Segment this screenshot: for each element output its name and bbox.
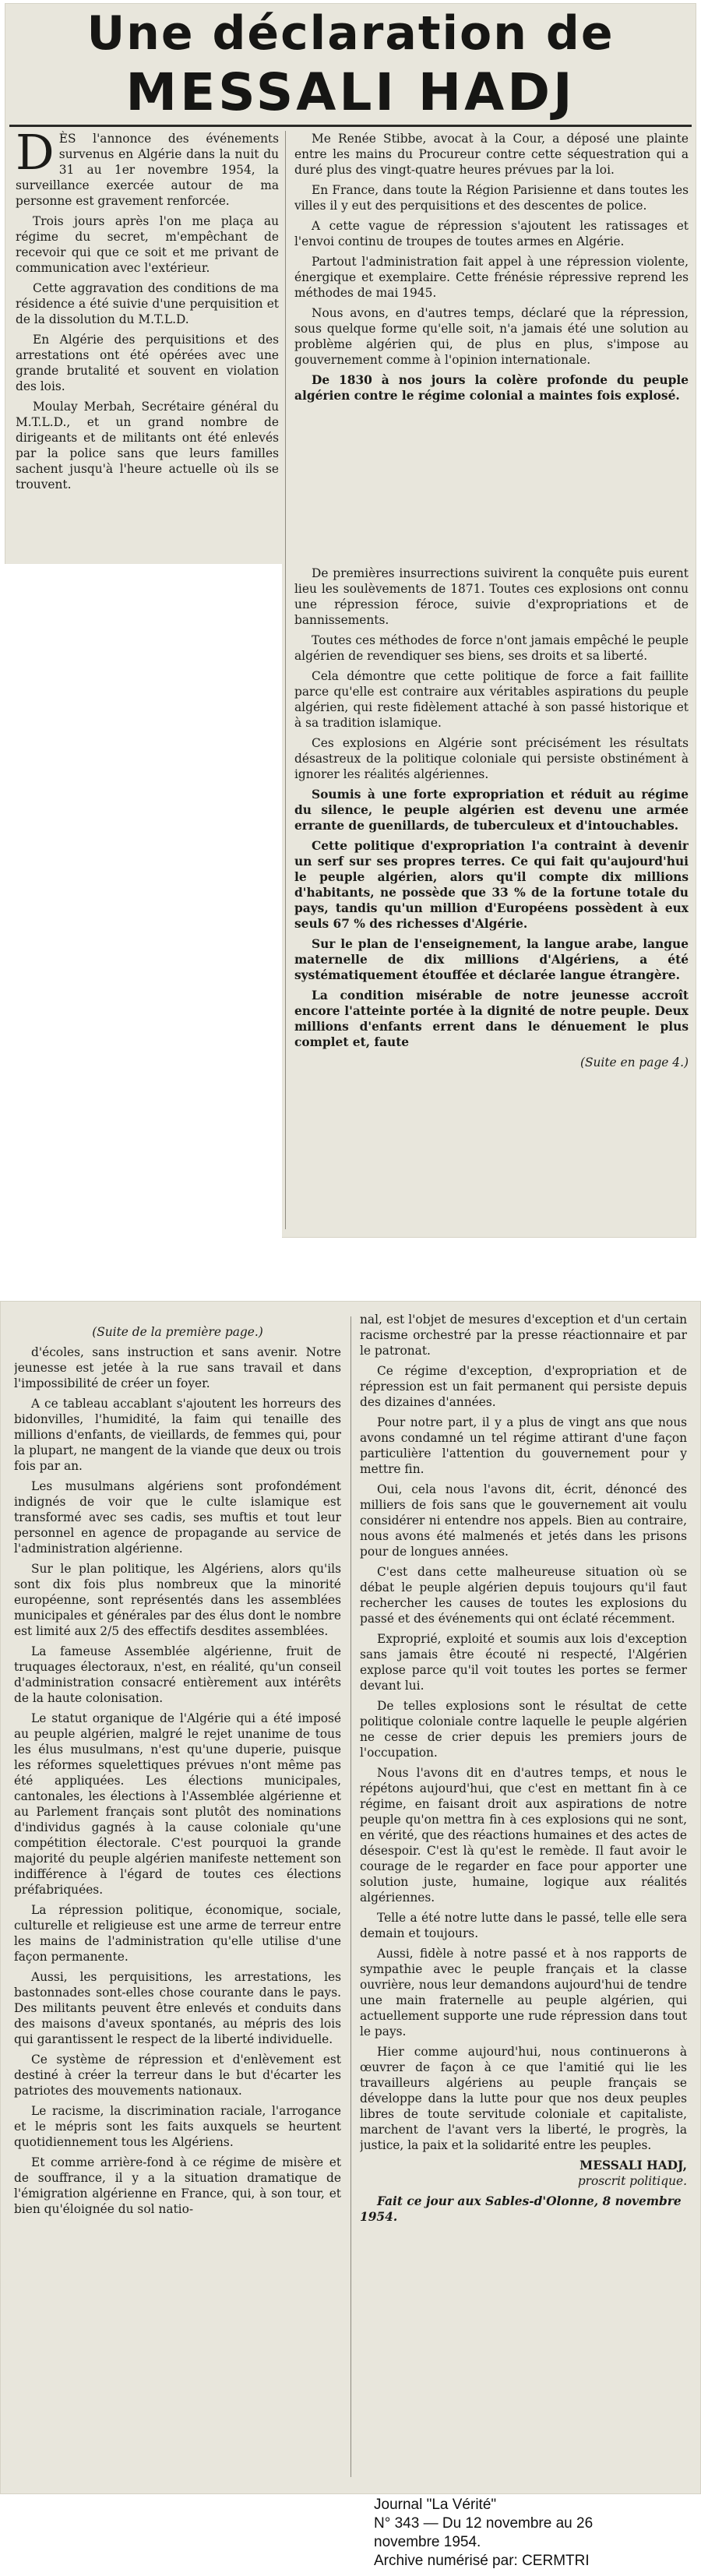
paragraph: Les musulmans algériens sont profondément indignés de voir que le culte islamique est transformé avec ses cadis, ses muftis et tout leur personnel en agence de propagande au service de l'administration algérienne. bbox=[14, 1479, 341, 1556]
headline bbox=[9, 3, 692, 125]
paragraph: Le racisme, la discrimination raciale, l'arrogance et le mépris sont les faits auxquels se heurtent quotidiennement tous les Algériens. bbox=[14, 2104, 341, 2149]
paragraph: Nous l'avons dit en d'autres temps, et nous le répétons aujourd'hui, que c'est en mettant fin à ce régime, en faisant droit aux aspirations de notre peuple qu'on mettra fin à ces explosions qui ne sont, en vérité, que des réactions humaines et des actes de désespoir. C'est là qu'est le remède. Il faut avoir le courage de le regarder en face pour apporter une solution juste, humaine, logique aux réalités algériennes. bbox=[360, 1766, 687, 1905]
paragraph: C'est dans cette malheureuse situation où se débat le peuple algérien depuis toujours qu'il faut rechercher les causes de toutes les explosions du passé et des événements qui ont éclaté récemment. bbox=[360, 1565, 687, 1626]
continuation-clipping bbox=[0, 1301, 701, 2494]
paragraph: Hier comme aujourd'hui, nous continuerons à œuvrer de façon à ce que l'amitié qui lie les travailleurs algériens au peuple français se développe dans la lutte pour que nos deux peuples libres de toute servitude coloniale et capitaliste, marchent de l'avant vers la liberté, le progrès, la justice, la paix et la solidarité entre les peuples. bbox=[360, 2045, 687, 2152]
paragraph: Ce système de répression et d'enlèvement est destiné à créer la terreur dans le but d'écarter les patriotes des mouvements nationaux. bbox=[14, 2053, 341, 2098]
headline-line-1: Une déclaration de bbox=[86, 6, 615, 61]
signature: MESSALI HADJ, bbox=[579, 2158, 687, 2173]
paragraph: Ces explosions en Algérie sont précisément les résultats désastreux de la politique coloniale qui persiste obstinément à ignorer les réalités algériennes. bbox=[294, 736, 689, 781]
front-page-clipping bbox=[5, 3, 696, 1238]
signature-title: proscrit politique. bbox=[577, 2174, 687, 2188]
paragraph: Ce régime d'exception, d'expropriation et de répression est un fait permanent qui persiste depuis des dizaines d'années. bbox=[360, 1364, 687, 1409]
paragraph: Aussi, fidèle à notre passé et à nos rapports de sympathie avec le peuple français et la classe ouvrière, nous leur demandons aujourd'hui de tendre une main fraternelle au peuple algérien, qui actuellement supporte une rude répression dans tout le pays. bbox=[360, 1947, 687, 2039]
paragraph: Telle a été notre lutte dans le passé, telle elle sera demain et toujours. bbox=[360, 1911, 687, 1940]
caption-journal: Journal "La Vérité" bbox=[374, 2497, 497, 2513]
front-column-3 bbox=[294, 566, 689, 1232]
paragraph: Me Renée Stibbe, avocat à la Cour, a déposé une plainte entre les mains du Procureur contre cette séquestration qui a duré plus des vingt-quatre heures prévues par la loi. bbox=[294, 132, 689, 177]
paragraph: Et comme arrière-fond à ce régime de misère et de souffrance, il y a la situation dramatique de l'émigration algérienne en France, qui, à son tour, et bien qu'éloignée du sol natio- bbox=[14, 2155, 341, 2216]
front-column-1 bbox=[16, 131, 279, 559]
paragraph: Cette aggravation des conditions de ma résidence a été suivie d'une perquisition et de la dissolution du M.T.L.D. bbox=[16, 281, 279, 326]
paragraph: Nous avons, en d'autres temps, déclaré que la répression, sous quelque forme qu'elle soit, n'a jamais été une solution au problème algérien qui, de plus en plus, s'impose au gouvernement comme à l'opinion internationale. bbox=[294, 306, 689, 367]
continued-note: (Suite en page 4.) bbox=[579, 1055, 689, 1070]
paragraph: Sur le plan de l'enseignement, la langue arabe, langue maternelle de dix millions d'Algériens, a été systématiquement étouffée et déclarée langue étrangère. bbox=[294, 937, 689, 982]
paragraph: d'écoles, sans instruction et sans avenir. Notre jeunesse est jetée à la rue sans travail et dans l'impossibilité de créer un foyer. bbox=[14, 1345, 341, 1390]
intro-text: ÈS l'annonce des événements survenus en Algérie dans la nuit du 31 au 1er novembre 1954, la surveillance exercée autour de ma personne est gravement renforcée. bbox=[16, 132, 279, 208]
paragraph: La fameuse Assemblée algérienne, fruit de truquages électoraux, n'est, en réalité, qu'un conseil d'administration consacré entièrement aux intérêts de la haute colonisation. bbox=[14, 1644, 341, 1705]
front-column-2 bbox=[294, 131, 689, 563]
paragraph: En France, dans toute la Région Parisienne et dans toutes les villes il y eut des perquisitions et des descentes de police. bbox=[294, 183, 689, 213]
paragraph: Sur le plan politique, les Algériens, alors qu'ils sont dix fois plus nombreux que la minorité européenne, sont représentés dans les assemblées municipales et générales par des élus dont le nombre est limité aux 2/5 des effectifs desdites assemblées. bbox=[14, 1562, 341, 1638]
paragraph: La condition misérable de notre jeunesse accroît encore l'atteinte portée à la dignité de notre peuple. Deux millions d'enfants errent dans le dénuement le plus complet et, faute bbox=[294, 988, 689, 1049]
paragraph: Cette politique d'expropriation l'a contraint à devenir un serf sur ses propres terres. Ce qui fait qu'aujourd'hui le peuple algérien, alors qu'il compte dix millions d'habitants, ne possède que 33 % de la fortune totale du pays, tandis qu'un million d'Européens possèdent à eux seuls 67 % des richesses d'Algérie. bbox=[294, 839, 689, 931]
dateline: Fait ce jour aux Sables-d'Olonne, 8 novembre 1954. bbox=[360, 2194, 682, 2224]
continuation-column-1 bbox=[14, 1324, 341, 2485]
intro-paragraph bbox=[16, 131, 279, 209]
paragraph: Trois jours après l'on me plaça au régime du secret, m'empêchant de recevoir qui que ce soit et me privant de communication avec l'extérieur. bbox=[16, 214, 279, 275]
paragraph: De 1830 à nos jours la colère profonde du peuple algérien contre le régime colonial a maintes fois explosé. bbox=[294, 373, 689, 403]
caption-archive: Archive numérisé par: CERMTRI bbox=[374, 2553, 590, 2569]
paragraph: nal, est l'objet de mesures d'exception et d'un certain racisme orchestré par la presse réactionnaire et par le patronat. bbox=[360, 1313, 687, 1358]
paragraph: En Algérie des perquisitions et des arrestations ont été opérées avec une grande brutalité et souvent en violation des lois. bbox=[16, 333, 279, 393]
caption-issue: N° 343 — Du 12 novembre au 26 novembre 1954. bbox=[374, 2515, 594, 2550]
paragraph: A ce tableau accablant s'ajoutent les horreurs des bidonvilles, l'humidité, la faim qui tenaille des millions d'enfants, de vieillards, de femmes qui, pour la plupart, ne mangent de la viande que deux ou trois fois par an. bbox=[14, 1397, 341, 1473]
paragraph: Oui, cela nous l'avons dit, écrit, dénoncé des milliers de fois sans que le gouvernement ait voulu considérer ni entendre nos appels. Bien au contraire, nous avons été malmenés et jetés dans les prisons pour de longues années. bbox=[360, 1482, 687, 1559]
continuation-header: (Suite de la première page.) bbox=[92, 1325, 263, 1339]
paragraph: Toutes ces méthodes de force n'ont jamais empêché le peuple algérien de revendiquer ses biens, ses droits et sa liberté. bbox=[294, 633, 689, 663]
headline-line-2: MESSALI HADJ bbox=[125, 62, 576, 122]
paragraph: De telles explosions sont le résultat de cette politique coloniale contre laquelle le peuple algérien ne cesse de crier depuis les premiers jours de l'occupation. bbox=[360, 1699, 687, 1760]
paragraph: Cela démontre que cette politique de force a fait faillite parce qu'elle est contraire aux véritables aspirations du peuple algérien, qui reste fidèlement attaché à son passé historique et à sa tradition islamique. bbox=[294, 669, 689, 730]
archive-caption bbox=[374, 2496, 654, 2571]
headline-rule bbox=[9, 125, 692, 127]
paragraph: Aussi, les perquisitions, les arrestations, les bastonnades sont-elles chose courante dans le pays. Des militants peuvent être enlevés et conduits dans des maisons d'aveux spontanés, au mépris des lois qui garantissent le respect de la liberté individuelle. bbox=[14, 1970, 341, 2046]
paragraph: Pour notre part, il y a plus de vingt ans que nous avons condamné un tel régime attirant d'une façon particulière l'attention du gouvernement pour y mettre fin. bbox=[360, 1415, 687, 1476]
paragraph: La répression politique, économique, sociale, culturelle et religieuse est une arme de terreur entre les mains de l'administration qu'elle utilise d'une façon permanente. bbox=[14, 1903, 341, 1964]
paragraph: Partout l'administration fait appel à une répression violente, énergique et exemplaire. Cette frénésie répressive reprend les méthodes de mai 1945. bbox=[294, 255, 689, 300]
paragraph: De premières insurrections suivirent la conquête puis eurent lieu les soulèvements de 1871. Toutes ces explosions ont connu une répression féroce, suivie d'expropriations et de bannissements. bbox=[294, 566, 689, 627]
column-divider bbox=[350, 1316, 351, 2477]
paragraph: Le statut organique de l'Algérie qui a été imposé au peuple algérien, malgré le rejet unanime de tous les élus musulmans, n'est qu'une duperie, puisque les réformes squelettiques prévues n'ont même pas été appliquées. Les élections municipales, cantonales, les élections à l'Assemblée algérienne et au Parlement français sont plutôt des nominations d'individus gagnés à la cause coloniale qu'une compétition électorale. C'est pourquoi la grande majorité du peuple algérien manifeste nettement son indifférence à l'égard de toutes ces élections préfabriquées. bbox=[14, 1711, 341, 1897]
column-divider bbox=[285, 131, 286, 1229]
paragraph: Soumis à une forte expropriation et réduit au régime du silence, le peuple algérien est devenu une armée errante de guenillards, de tuberculeux et d'intouchables. bbox=[294, 788, 689, 833]
drop-cap: D bbox=[16, 131, 55, 181]
paragraph: Exproprié, exploité et soumis aux lois d'exception sans jamais être écouté ni respecté, l'Algérien explose parce qu'il voit toutes les portes se fermer devant lui. bbox=[360, 1632, 687, 1693]
paragraph: A cette vague de répression s'ajoutent les ratissages et l'envoi continu de troupes de toutes armes en Algérie. bbox=[294, 219, 689, 248]
blank-area bbox=[5, 564, 282, 1238]
paragraph: Moulay Merbah, Secrétaire général du M.T.L.D., et un grand nombre de dirigeants et de militants ont été enlevés par la police sans que leurs familles sachent jusqu'à l'heure actuelle où ils se trouvent. bbox=[16, 400, 279, 492]
continuation-column-2 bbox=[360, 1312, 687, 2480]
